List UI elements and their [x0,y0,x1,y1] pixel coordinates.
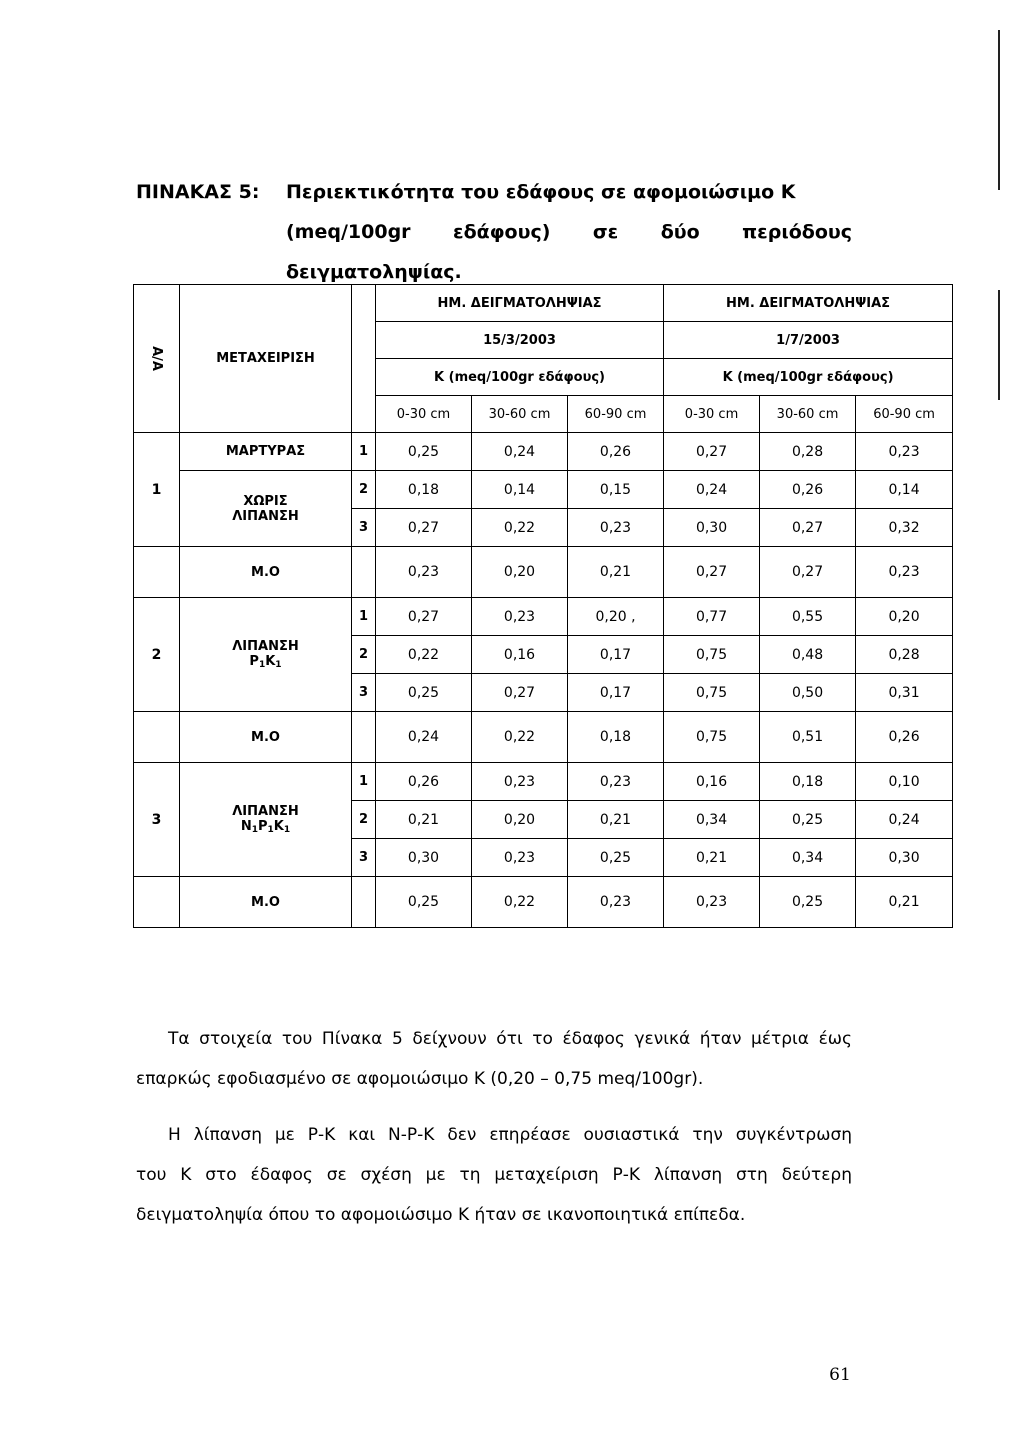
depth-header: 0-30 cm [376,396,472,433]
mean-value: 0,22 [472,712,568,763]
depth-header: 60-90 cm [856,396,953,433]
value-cell: 0,75 [664,674,760,712]
mean-value: 0,23 [856,547,953,598]
value-cell: 0,30 [376,839,472,877]
value-cell: 0,20 [472,801,568,839]
mean-value: 0,21 [856,877,953,928]
value-cell: 0,50 [760,674,856,712]
replicate-number: 2 [352,471,376,509]
mean-value: 0,21 [568,547,664,598]
mean-label: Μ.Ο [180,547,352,598]
treatment-line: ΛΙΠΑΝΣΗ [232,639,299,654]
caption-word: περιόδους [742,221,852,243]
value-cell: 0,22 [376,636,472,674]
value-cell: 0,75 [664,636,760,674]
period1-unit: Κ (meq/100gr εδάφους) [376,359,664,396]
mean-value: 0,18 [568,712,664,763]
value-cell: 0,27 [664,433,760,471]
caption-line-3: δειγματοληψίας. [286,261,462,283]
value-cell: 0,16 [664,763,760,801]
replicate-number: 2 [352,801,376,839]
treatment-line: ΛΙΠΑΝΣΗ [232,508,299,524]
value-cell: 0,27 [376,509,472,547]
caption-word: δύο [660,221,700,243]
mean-value: 0,25 [376,877,472,928]
paragraph-line: δειγματοληψία όπου το αφομοιώσιμο Κ ήταν σε ικανοποιητικά επίπεδα. [136,1205,746,1225]
group-number: 1 [134,433,180,547]
value-cell: 0,18 [376,471,472,509]
treatment-formula: $P_1K_1$ [249,654,282,670]
paragraph-line: του Κ στο έδαφος σε σχέση με τη μεταχείριση Ρ-Κ λίπανση στη δεύτερη [136,1165,852,1185]
paragraph-line: επαρκώς εφοδιασμένο σε αφομοιώσιμο Κ (0,20 – 0,75 meq/100gr). [136,1069,704,1089]
value-cell: 0,55 [760,598,856,636]
value-cell: 0,20 , [568,598,664,636]
mean-value: 0,26 [856,712,953,763]
mean-value: 0,27 [760,547,856,598]
value-cell: 0,27 [760,509,856,547]
value-cell: 0,26 [568,433,664,471]
group-number: 3 [134,763,180,877]
replicate-number: 3 [352,839,376,877]
value-cell: 0,17 [568,674,664,712]
value-cell: 0,17 [568,636,664,674]
value-cell: 0,24 [472,433,568,471]
value-cell: 0,20 [856,598,953,636]
value-cell: 0,15 [568,471,664,509]
treatment-label [180,471,352,547]
caption-line-2 [136,212,852,252]
page-number: 61 [829,1365,851,1385]
mean-value: 0,22 [472,877,568,928]
caption-label: ΠΙΝΑΚΑΣ 5: [136,181,260,203]
value-cell: 0,21 [376,801,472,839]
mean-value: 0,23 [664,877,760,928]
period2-date: 1/7/2003 [664,322,953,359]
caption-word: σε [592,221,619,243]
depth-header: 0-30 cm [664,396,760,433]
rep-header [352,285,376,433]
value-cell: 0,30 [664,509,760,547]
value-cell: 0,23 [472,763,568,801]
depth-header: 60-90 cm [568,396,664,433]
value-cell: 0,26 [376,763,472,801]
value-cell: 0,23 [568,509,664,547]
depth-header: 30-60 cm [472,396,568,433]
mean-value: 0,20 [472,547,568,598]
empty-cell [352,877,376,928]
value-cell: 0,10 [856,763,953,801]
empty-cell [134,547,180,598]
empty-cell [352,712,376,763]
period1-date: 15/3/2003 [376,322,664,359]
period2-title: ΗΜ. ΔΕΙΓΜΑΤΟΛΗΨΙΑΣ [664,285,953,322]
treatment-line: ΧΩΡΙΣ [243,493,288,509]
value-cell: 0,24 [664,471,760,509]
value-cell: 0,21 [664,839,760,877]
value-cell: 0,25 [376,433,472,471]
value-cell: 0,30 [856,839,953,877]
value-cell: 0,23 [568,763,664,801]
mean-value: 0,24 [376,712,472,763]
caption-line-1: Περιεκτικότητα του εδάφους σε αφομοιώσιμο Κ [286,181,796,203]
period1-title: ΗΜ. ΔΕΙΓΜΑΤΟΛΗΨΙΑΣ [376,285,664,322]
group-number: 2 [134,598,180,712]
mean-value: 0,27 [664,547,760,598]
mean-value: 0,23 [376,547,472,598]
value-cell: 0,31 [856,674,953,712]
paragraph-2 [136,1115,852,1235]
value-cell: 0,25 [568,839,664,877]
value-cell: 0,77 [664,598,760,636]
mean-value: 0,25 [760,877,856,928]
value-cell: 0,23 [472,598,568,636]
depth-header: 30-60 cm [760,396,856,433]
potassium-table [133,284,953,928]
treatment-header: ΜΕΤΑΧΕΙΡΙΣΗ [180,285,352,433]
treatment-formula: $N_1P_1K_1$ [240,819,291,835]
scan-edge-line [998,290,1000,400]
treatment-line: ΛΙΠΑΝΣΗ [232,804,299,819]
empty-cell [134,712,180,763]
value-cell: 0,24 [856,801,953,839]
replicate-number: 1 [352,763,376,801]
empty-cell [352,547,376,598]
period2-unit: Κ (meq/100gr εδάφους) [664,359,953,396]
caption-word: (meq/100gr [286,221,411,243]
value-cell: 0,23 [856,433,953,471]
replicate-number: 3 [352,509,376,547]
scan-edge-line [998,30,1000,190]
mean-value: 0,75 [664,712,760,763]
value-cell: 0,48 [760,636,856,674]
value-cell: 0,25 [376,674,472,712]
value-cell: 0,23 [472,839,568,877]
paragraph-line: Τα στοιχεία του Πίνακα 5 δείχνουν ότι το έδαφος γενικά ήταν μέτρια έως [168,1029,852,1049]
value-cell: 0,16 [472,636,568,674]
paragraph-1 [136,1019,852,1099]
value-cell: 0,28 [760,433,856,471]
value-cell: 0,25 [760,801,856,839]
value-cell: 0,21 [568,801,664,839]
replicate-number: 2 [352,636,376,674]
value-cell: 0,32 [856,509,953,547]
mean-value: 0,51 [760,712,856,763]
replicate-number: 1 [352,598,376,636]
mean-value: 0,23 [568,877,664,928]
paragraph-line: Η λίπανση με Ρ-Κ και Ν-Ρ-Κ δεν επηρέασε ουσιαστικά την συγκέντρωση [168,1125,852,1145]
value-cell: 0,34 [664,801,760,839]
mean-label: Μ.Ο [180,877,352,928]
treatment-label [180,763,352,877]
caption-word: εδάφους) [453,221,551,243]
treatment-label [180,598,352,712]
value-cell: 0,34 [760,839,856,877]
value-cell: 0,14 [856,471,953,509]
value-cell: 0,27 [472,674,568,712]
value-cell: 0,28 [856,636,953,674]
replicate-number: 3 [352,674,376,712]
value-cell: 0,26 [760,471,856,509]
replicate-number: 1 [352,433,376,471]
value-cell: 0,18 [760,763,856,801]
aa-header: Α/Α [134,285,180,433]
value-cell: 0,14 [472,471,568,509]
value-cell: 0,27 [376,598,472,636]
mean-label: Μ.Ο [180,712,352,763]
value-cell: 0,22 [472,509,568,547]
empty-cell [134,877,180,928]
table-caption [136,172,852,292]
treatment-label: ΜΑΡΤΥΡΑΣ [180,433,352,471]
